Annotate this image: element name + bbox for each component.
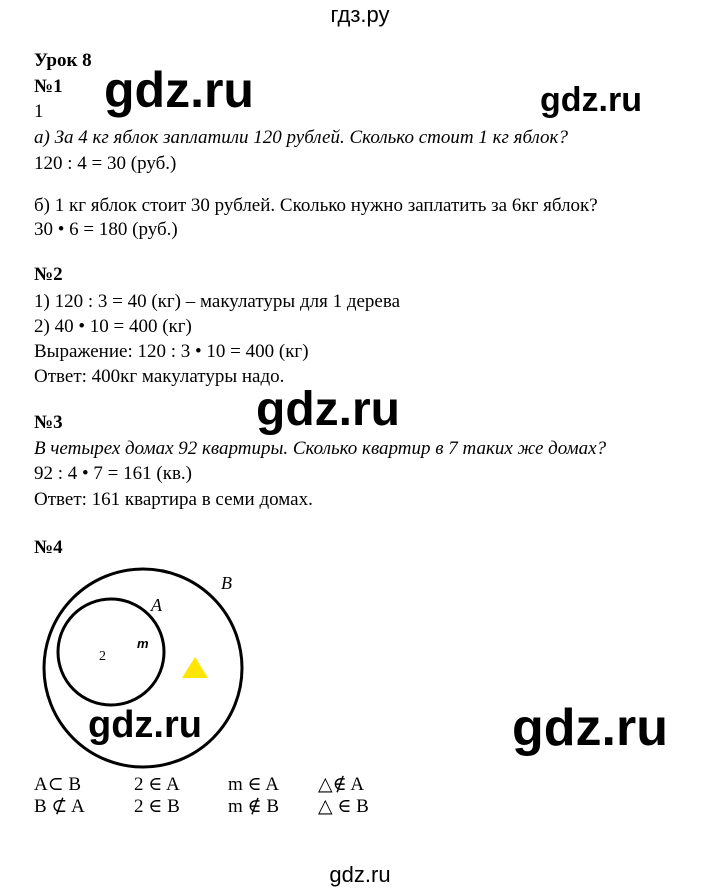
- relation: m ∈ A: [228, 774, 280, 795]
- task1-b-question: б) 1 кг яблок стоит 30 рублей. Сколько нужно заплатить за 6кг яблок?: [34, 195, 598, 216]
- task4-number: №4: [34, 537, 63, 558]
- task2-expression: Выражение: 120 : 3 • 10 = 400 (кг): [34, 341, 309, 362]
- lesson-title: Урок 8: [34, 50, 92, 71]
- relation: 2 ∈ B: [134, 796, 180, 817]
- task3-answer: Ответ: 161 квартира в семи домах.: [34, 489, 313, 510]
- element-m-label: m: [137, 636, 149, 651]
- task2-number: №2: [34, 264, 63, 285]
- set-b-label: B: [221, 573, 232, 593]
- watermark: gdz.ru: [104, 62, 254, 118]
- relation: 2 ∈ A: [134, 774, 180, 795]
- task1-subnumber: 1: [34, 101, 44, 122]
- watermark: gdz.ru: [256, 383, 400, 436]
- task3-solution: 92 : 4 • 7 = 161 (кв.): [34, 463, 193, 484]
- relation: B ⊄ A: [34, 796, 85, 817]
- task1-number: №1: [34, 76, 63, 97]
- task1-a-solution: 120 : 4 = 30 (руб.): [34, 153, 177, 174]
- task2-line: 2) 40 • 10 = 400 (кг): [34, 316, 192, 337]
- set-a-label: A: [151, 595, 162, 615]
- task1-a-question: а) За 4 кг яблок заплатили 120 рублей. Сколько стоит 1 кг яблок?: [34, 127, 568, 148]
- task1-b-solution: 30 • 6 = 180 (руб.): [34, 219, 178, 240]
- element-2-label: 2: [99, 649, 106, 664]
- site-header: гдз.ру: [330, 2, 390, 27]
- triangle-element-icon: [182, 657, 208, 678]
- task2-line: 1) 120 : 3 = 40 (кг) – макулатуры для 1 дерева: [34, 291, 401, 312]
- relation: A⊂ B: [34, 774, 82, 795]
- relation: △∉ A: [318, 774, 365, 795]
- watermark: gdz.ru: [540, 81, 642, 119]
- task2-answer: Ответ: 400кг макулатуры надо.: [34, 366, 285, 387]
- site-footer: gdz.ru: [329, 862, 391, 887]
- task3-question: В четырех домах 92 квартиры. Сколько квартир в 7 таких же домах?: [34, 438, 607, 459]
- relation: △ ∈ B: [318, 796, 369, 817]
- watermark: gdz.ru: [88, 704, 202, 746]
- watermark: gdz.ru: [512, 699, 668, 757]
- set-a-circle: [58, 599, 164, 705]
- relation: m ∉ B: [228, 796, 280, 817]
- task3-number: №3: [34, 412, 63, 433]
